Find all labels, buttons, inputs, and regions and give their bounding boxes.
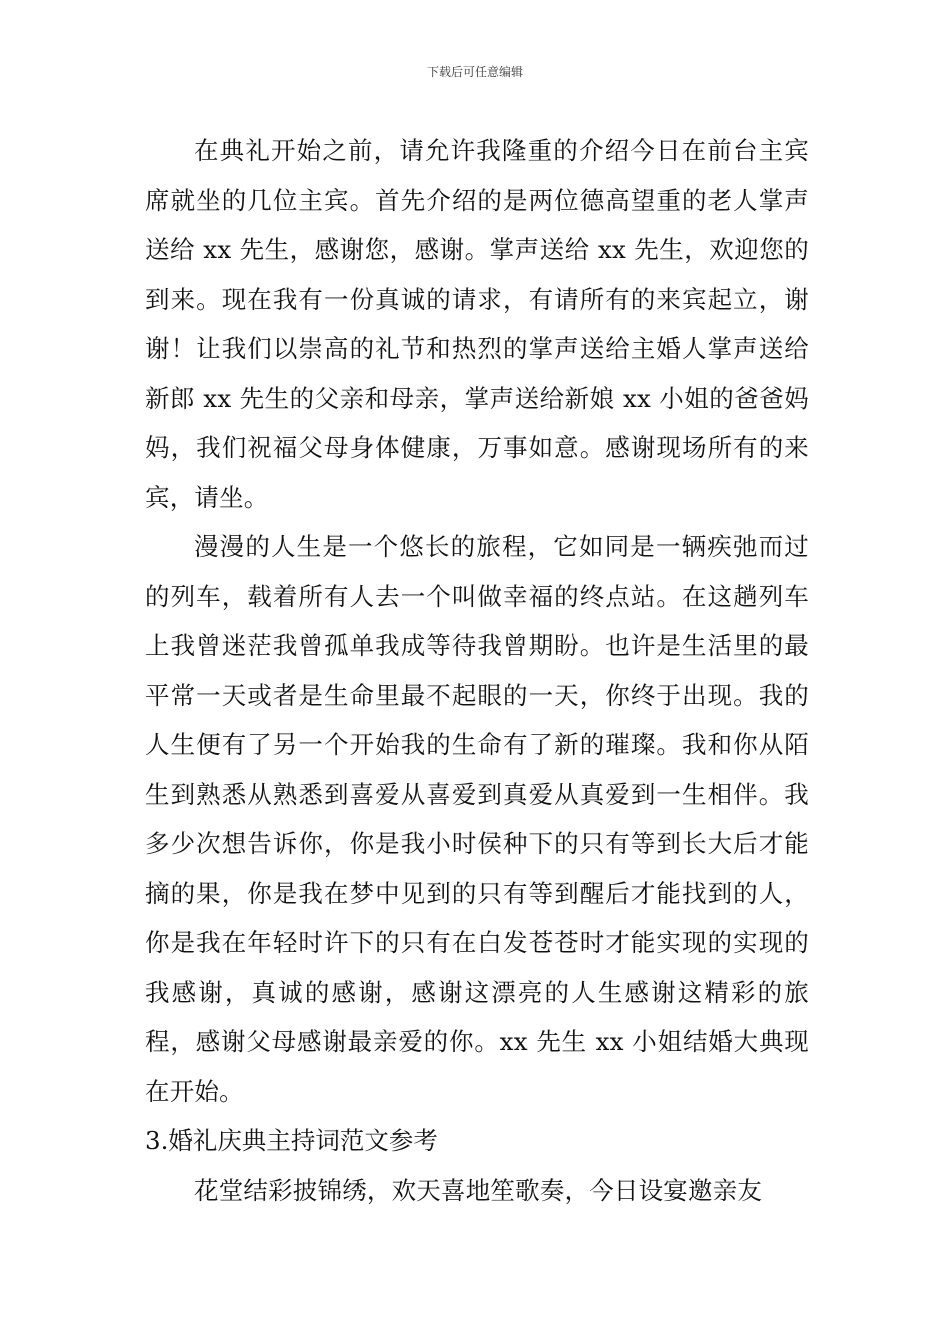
- paragraph-introductions: 在典礼开始之前，请允许我隆重的介绍今日在前台主宾席就坐的几位主宾。首先介绍的是两位德高望重的老人掌声送给 xx 先生，感谢您，感谢。掌声送给 xx 先生，欢迎您的到来。现在我有一份真诚的请求，有请所有的来宾起立，谢谢！让我们以崇高的礼节和热烈的掌声送给主婚人掌声送给新郎 xx 先生的父亲和母亲，掌声送给新娘 xx 小姐的爸爸妈妈，我们祝福父母身体健康，万事如意。感谢现场所有的来宾，请坐。: [145, 136, 809, 512]
- document-body: [145, 126, 809, 1215]
- section-heading: 3.婚礼庆典主持词范文参考: [145, 1126, 438, 1155]
- paragraph-journey: 漫漫的人生是一个悠长的旅程，它如同是一辆疾弛而过的列车，载着所有人去一个叫做幸福的终点站。在这趟列车上我曾迷茫我曾孤单我成等待我曾期盼。也许是生活里的最平常一天或者是生命里最不起眼的一天，你终于出现。我的人生便有了另一个开始我的生命有了新的璀璨。我和你从陌生到熟悉从熟悉到喜爱从喜爱到真爱从真爱到一生相伴。我多少次想告诉你，你是我小时侯种下的只有等到长大后才能摘的果，你是我在梦中见到的只有等到醒后才能找到的人，你是我在年轻时许下的只有在白发苍苍时才能实现的实现的我感谢，真诚的感谢，感谢这漂亮的人生感谢这精彩的旅程，感谢父母感谢最亲爱的你。xx 先生 xx 小姐结婚大典现在开始。: [145, 532, 809, 1106]
- paragraph-final: 花堂结彩披锦绣，欢天喜地笙歌奏，今日设宴邀亲友: [194, 1175, 763, 1205]
- page-header-note: 下载后可任意编辑: [426, 65, 523, 79]
